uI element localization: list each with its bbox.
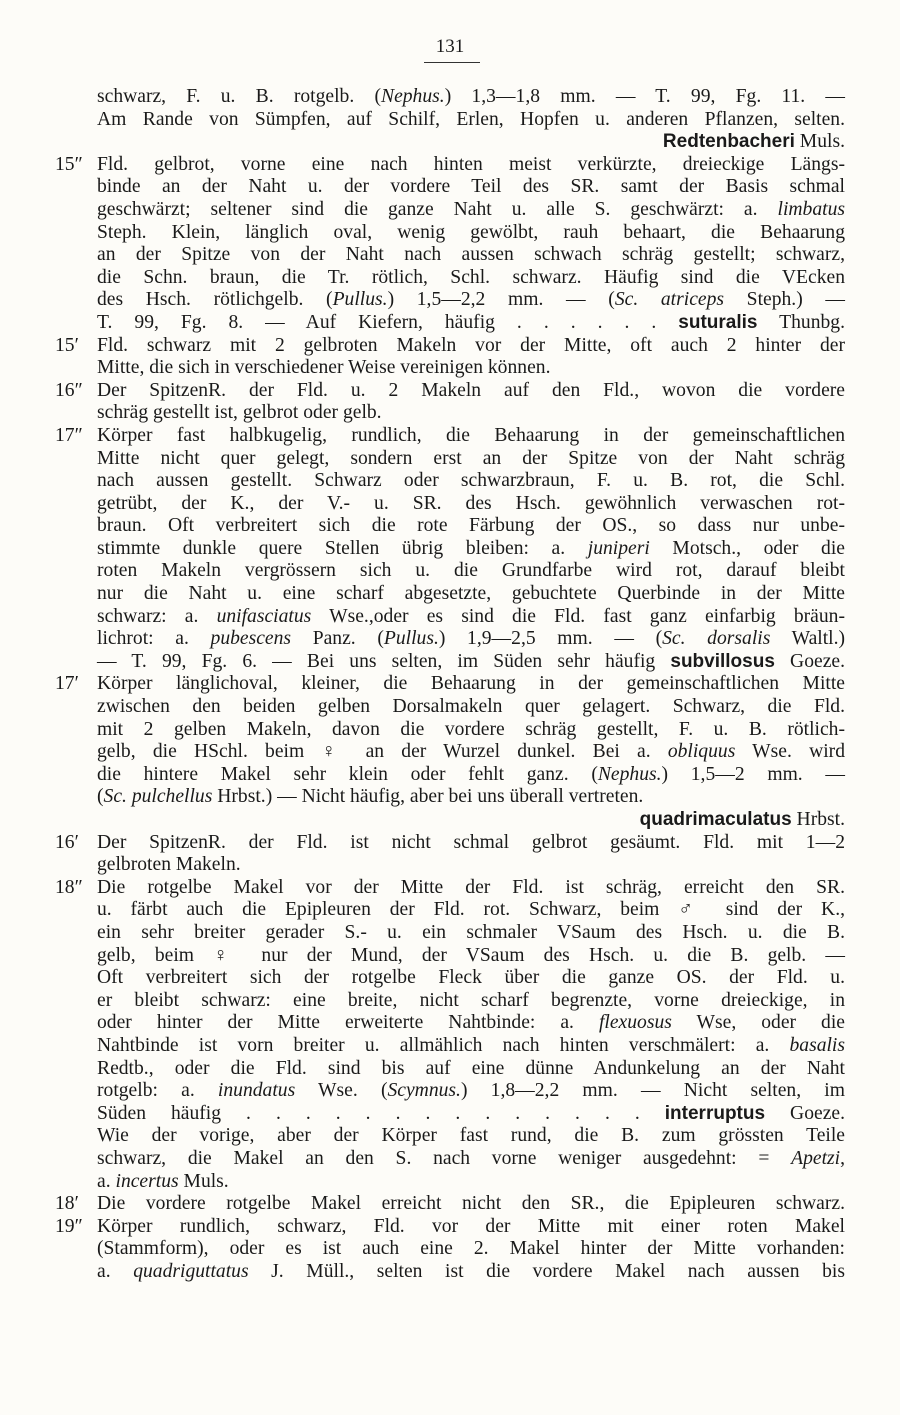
text-line: [55, 990, 845, 1013]
couplet-number: 18′: [55, 1193, 79, 1215]
text-line: [55, 1125, 845, 1148]
line-text: Körper fast halbkugelig, rundlich, die Behaarung in der gemeinschaftlichen: [97, 424, 845, 446]
text-line: [55, 425, 845, 448]
couplet-number: 15′: [55, 334, 79, 356]
text-line: [55, 967, 845, 990]
line-text: die hintere Makel sehr klein oder fehlt ganz. (Nephus.) 1,5—2 mm. —: [97, 763, 845, 785]
text-line: [55, 1103, 845, 1126]
text-line: [55, 109, 845, 132]
text-line: [55, 1261, 845, 1284]
page-number: 131: [435, 36, 465, 57]
line-text: rotgelb: a. inundatus Wse. (Scymnus.) 1,8—2,2 mm. — Nicht selten, im: [97, 1080, 845, 1102]
text-line: [55, 832, 845, 855]
text-line: [55, 651, 845, 674]
line-text: mit 2 gelben Makeln, davon die vordere schräg gestellt, F. u. B. rötlich-: [97, 718, 845, 740]
text-line: [55, 922, 845, 945]
text-line: [55, 583, 845, 606]
line-text: (Stammform), oder es ist auch eine 2. Makel hinter der Mitte vorhanden:: [97, 1238, 845, 1260]
line-text: gelb, die HSchl. beim ♀ an der Wurzel dunkel. Bei a. obliquus Wse. wird: [97, 741, 845, 763]
text-line: [55, 312, 845, 335]
line-text: roten Makeln vergrössern sich u. die Grundfarbe wird rot, darauf bleibt: [97, 560, 845, 582]
line-text: schräg gestellt ist, gelbrot oder gelb.: [97, 402, 382, 424]
line-text: binde an der Naht u. der vordere Teil des SR. samt der Basis schmal: [97, 176, 845, 198]
line-text: schwarz, F. u. B. rotgelb. (Nephus.) 1,3—1,8 mm. — T. 99, Fg. 11. —: [97, 86, 846, 107]
text-line: [55, 809, 845, 832]
text-line: [55, 199, 845, 222]
line-text: Der SpitzenR. der Fld. ist nicht schmal gelbrot gesäumt. Fld. mit 1—2: [97, 831, 845, 853]
text-line: [55, 628, 845, 651]
couplet-number: 17″: [55, 424, 83, 446]
text-line: [55, 786, 845, 809]
page-number-rule: [424, 62, 480, 63]
line-text: gelbroten Makeln.: [97, 854, 241, 876]
text-line: [55, 493, 845, 516]
text-line: [55, 1035, 845, 1058]
text-line: [55, 380, 845, 403]
line-text: u. färbt auch die Epipleuren der Fld. rot. Schwarz, beim ♂ sind der K.,: [97, 899, 845, 921]
text-line: [55, 1171, 845, 1194]
text-line: [55, 899, 845, 922]
text-line: [55, 1193, 845, 1216]
text-line: [55, 606, 845, 629]
text-line: [55, 560, 845, 583]
text-line: [55, 448, 845, 471]
text-line: [55, 719, 845, 742]
text-line: [55, 86, 845, 109]
line-text: die Schn. braun, die Tr. rötlich, Schl. schwarz. Häufig sind die VEcken: [97, 266, 845, 288]
text-line: [55, 877, 845, 900]
line-text: Körper rundlich, schwarz, Fld. vor der Mitte mit einer roten Makel: [97, 1215, 845, 1237]
line-text: Redtb., oder die Fld. sind bis auf eine dünne Andunkelung an der Naht: [97, 1057, 845, 1079]
line-text: Körper länglichoval, kleiner, die Behaarung in der gemeinschaftlichen Mitte: [97, 673, 845, 695]
line-text: Redtenbacheri Muls.: [662, 131, 845, 153]
line-text: Fld. schwarz mit 2 gelbroten Makeln vor der Mitte, oft auch 2 hinter der: [97, 334, 845, 356]
line-text: T. 99, Fg. 8. — Auf Kiefern, häufig . . . . . . suturalis Thunbg.: [97, 311, 845, 333]
line-text: — T. 99, Fg. 6. — Bei uns selten, im Süden sehr häufig subvillosus Goeze.: [97, 650, 845, 672]
line-text: schwarz, die Makel an den S. nach vorne weniger ausgedehnt: = Apetzi,: [97, 1147, 845, 1169]
line-text: Süden häufig . . . . . . . . . . . . . . interruptus Goeze.: [97, 1102, 845, 1124]
text-line: [55, 696, 845, 719]
line-text: Der SpitzenR. der Fld. u. 2 Makeln auf den Fld., wovon die vordere: [97, 379, 845, 401]
line-text: oder hinter der Mitte erweiterte Nahtbinde: a. flexuosus Wse, oder die: [97, 1012, 845, 1034]
text-line: [55, 289, 845, 312]
text-line: [55, 402, 845, 425]
line-text: Mitte nicht quer gelegt, sondern erst an der Spitze von der Naht schräg: [97, 447, 845, 469]
line-text: Mitte, die sich in verschiedener Weise vereinigen können.: [97, 357, 551, 379]
text-line: [55, 267, 845, 290]
line-text: Oft verbreitert sich der rotgelbe Fleck über die ganze OS. der Fld. u.: [97, 967, 845, 989]
text-line: [55, 538, 845, 561]
line-text: Fld. gelbrot, vorne eine nach hinten meist verkürzte, dreieckige Längs-: [97, 153, 845, 175]
text-line: [55, 764, 845, 787]
line-text: quadrimaculatus Hrbst.: [639, 809, 845, 830]
line-text: Steph. Klein, länglich oval, wenig gewölbt, rauh behaart, die Behaarung: [97, 221, 845, 243]
text-line: [55, 1012, 845, 1035]
text-line: [55, 131, 845, 154]
line-text: schwarz: a. unifasciatus Wse.,oder es sind die Fld. fast ganz einfarbig bräun-: [97, 605, 845, 627]
line-text: stimmte dunkle quere Stellen übrig bleiben: a. juniperi Motsch., oder die: [97, 537, 845, 559]
text-line: [55, 1216, 845, 1239]
text-line: [55, 470, 845, 493]
line-text: nach aussen gestellt. Schwarz oder schwarzbraun, F. u. B. rot, die Schl.: [97, 470, 845, 492]
line-text: er bleibt schwarz: eine breite, nicht scharf begrenzte, vorne dreieckige, in: [97, 989, 845, 1011]
text-line: [55, 244, 845, 267]
line-text: gelb, beim ♀ nur der Mund, der VSaum des Hsch. u. die B. gelb. —: [97, 944, 845, 966]
couplet-number: 16″: [55, 379, 83, 401]
line-text: Wie der vorige, aber der Körper fast rund, die B. zum grössten Teile: [97, 1125, 845, 1147]
couplet-number: 17′: [55, 673, 79, 695]
line-text: Am Rande von Sümpfen, auf Schilf, Erlen, Hopfen u. anderen Pflanzen, selten.: [97, 108, 845, 130]
line-text: a. quadriguttatus J. Müll., selten ist die vordere Makel nach aussen bis: [97, 1260, 845, 1282]
couplet-number: 19″: [55, 1215, 83, 1237]
text-line: [55, 1058, 845, 1081]
line-text: Nahtbinde ist vorn breiter u. allmählich nach hinten verschmälert: a. basalis: [97, 1034, 845, 1056]
line-text: Die vordere rotgelbe Makel erreicht nicht den SR., die Epipleuren schwarz.: [97, 1193, 845, 1215]
text-line: [55, 222, 845, 245]
line-text: geschwärzt; seltener sind die ganze Naht u. alle S. geschwärzt: a. limbatus: [97, 198, 845, 220]
text-line: [55, 1080, 845, 1103]
text-line: [55, 741, 845, 764]
text-line: [55, 176, 845, 199]
line-text: braun. Oft verbreitert sich die rote Färbung der OS., so dass nur unbe-: [97, 515, 845, 537]
line-text: ein sehr breiter gerader S.- u. ein schmaler VSaum des Hsch. u. die B.: [97, 921, 845, 943]
couplet-number: 18″: [55, 876, 83, 898]
line-text: zwischen den beiden gelben Dorsalmakeln quer gelagert. Schwarz, die Fld.: [97, 696, 845, 718]
text-line: [55, 673, 845, 696]
text-line: [55, 1148, 845, 1171]
couplet-number: 15″: [55, 153, 83, 175]
line-text: an der Spitze von der Naht nach aussen schwach schräg gestellt; schwarz,: [97, 244, 845, 266]
text-line: [55, 1238, 845, 1261]
text-line: [55, 357, 845, 380]
key-text: [55, 86, 845, 1283]
line-text: lichrot: a. pubescens Panz. (Pullus.) 1,9—2,5 mm. — (Sc. dorsalis Waltl.): [97, 628, 846, 650]
line-text: getrübt, der K., der V.- u. SR. des Hsch. gewöhnlich verwaschen rot-: [97, 492, 845, 514]
line-text: nur die Naht u. eine scharf abgesetzte, gebuchtete Querbinde in der Mitte: [97, 583, 845, 605]
text-line: [55, 154, 845, 177]
text-line: [55, 854, 845, 877]
text-line: [55, 335, 845, 358]
couplet-number: 16′: [55, 831, 79, 853]
line-text: a. incertus Muls.: [97, 1170, 229, 1192]
text-line: [55, 945, 845, 968]
text-line: [55, 515, 845, 538]
line-text: des Hsch. rötlichgelb. (Pullus.) 1,5—2,2 mm. — (Sc. atriceps Steph.) —: [97, 289, 845, 311]
line-text: Die rotgelbe Makel vor der Mitte der Fld. ist schräg, erreicht den SR.: [97, 876, 845, 898]
line-text: (Sc. pulchellus Hrbst.) — Nicht häufig, aber bei uns überall vertreten.: [97, 786, 644, 808]
